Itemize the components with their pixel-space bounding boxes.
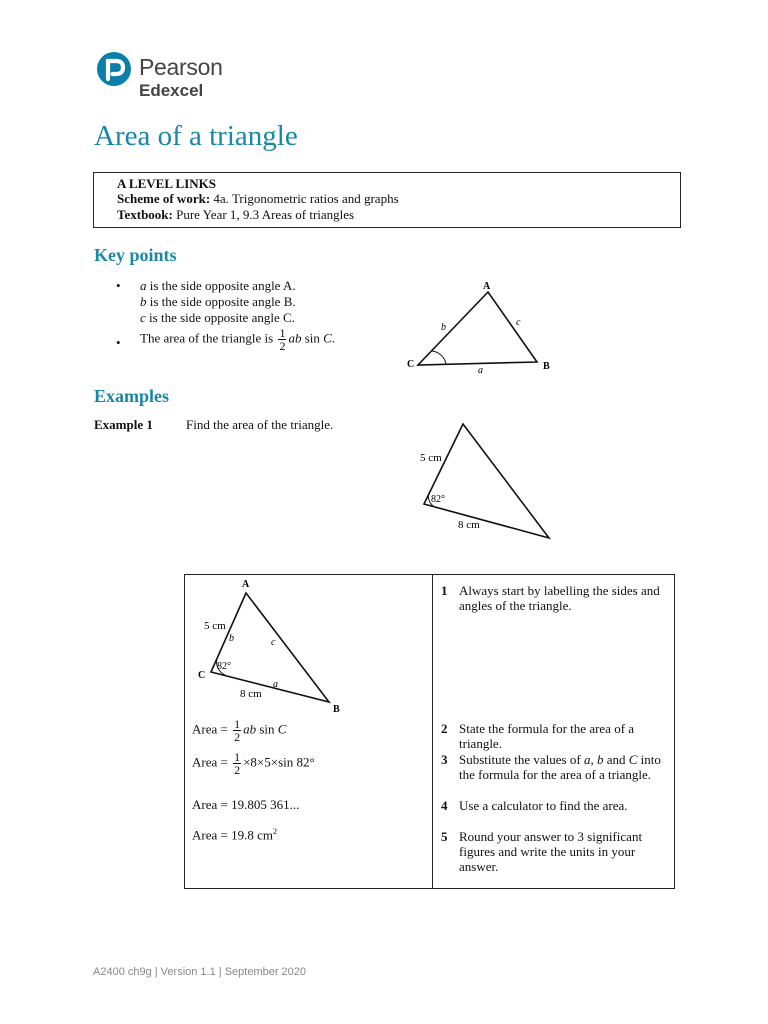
key-points-heading: Key points — [94, 245, 177, 265]
key-point-area: The area of the triangle is $\frac{1}{2}$ ab sin C. — [140, 326, 336, 353]
label-C: C — [407, 359, 415, 370]
label-b: b — [441, 322, 446, 333]
textbook-line — [117, 207, 354, 222]
scheme-label: Scheme of work: — [117, 191, 211, 206]
scheme-line — [117, 191, 399, 206]
bullet-dot: • — [116, 335, 121, 350]
key-point-sides — [140, 278, 296, 326]
step-1: 1 Always start by labelling the sides and angles of the triangle. — [441, 583, 660, 613]
work-line-1: Area = $\frac{1}{2}$ ab sin C — [192, 717, 287, 744]
example-side1: 5 cm — [420, 452, 442, 464]
example-text: Find the area of the triangle. — [186, 417, 334, 432]
side-a-line: a is the side opposite angle A. — [140, 278, 296, 293]
label-A: A — [483, 281, 491, 292]
page-title: Area of a triangle — [94, 120, 298, 152]
sol-label-A: A — [242, 579, 250, 590]
brand-sub: Edexcel — [139, 81, 204, 100]
key-triangle-diagram — [400, 278, 560, 378]
example-angle: 82° — [431, 494, 445, 505]
sol-side-a: 8 cm — [240, 688, 262, 700]
work-line-3: Area = 19.805 361... — [192, 797, 300, 812]
examples-heading: Examples — [94, 386, 170, 406]
solution-table — [184, 574, 675, 889]
sol-label-B: B — [333, 704, 340, 715]
label-a: a — [478, 365, 483, 376]
table-divider — [432, 575, 433, 888]
sol-label-b: b — [229, 633, 234, 644]
pearson-p-icon — [97, 52, 131, 86]
label-c: c — [516, 317, 521, 328]
area-text: The area of the triangle is — [140, 330, 274, 346]
half-fraction: $\frac{1}{2}$ — [279, 326, 286, 353]
textbook-value: Pure Year 1, 9.3 Areas of triangles — [172, 207, 355, 222]
links-heading: A LEVEL LINKS — [117, 176, 216, 191]
example-triangle-diagram — [410, 418, 560, 543]
work-line-4: Area = 19.8 $cm^2$ — [192, 827, 277, 843]
pearson-logo — [97, 50, 257, 105]
brand-name: Pearson — [139, 54, 223, 80]
scheme-value: 4a. Trigonometric ratios and graphs — [210, 191, 399, 206]
side-c-line: c is the side opposite angle C. — [140, 310, 295, 325]
bullet-dot: • — [116, 278, 121, 293]
step-4: 4 Use a calculator to find the area. — [441, 798, 628, 813]
textbook-label: Textbook: — [117, 207, 173, 222]
step-3: 3 Substitute the values of a, b and C into the formula for the area of a triangle. — [441, 752, 661, 782]
links-box — [93, 172, 681, 228]
page-footer: A2400 ch9g | Version 1.1 | September 2020 — [93, 966, 307, 978]
side-b-line: b is the side opposite angle B. — [140, 294, 296, 309]
sol-side-b: 5 cm — [204, 620, 226, 632]
sol-label-c: c — [271, 637, 276, 648]
example-side2: 8 cm — [458, 519, 480, 531]
sol-label-a: a — [273, 679, 278, 690]
step-2: 2 State the formula for the area of a triangle. — [441, 721, 635, 751]
sol-angle: 82° — [217, 661, 231, 672]
work-line-2: Area = $\frac{1}{2}$ ×8×5×sin 82° — [192, 750, 315, 777]
example-label: Example 1 — [94, 417, 153, 432]
sol-label-C: C — [198, 670, 206, 681]
step-5: 5 Round your answer to 3 significant figures and write the units in your answer. — [441, 829, 643, 874]
solution-triangle-diagram — [195, 575, 355, 715]
label-B: B — [543, 361, 550, 372]
